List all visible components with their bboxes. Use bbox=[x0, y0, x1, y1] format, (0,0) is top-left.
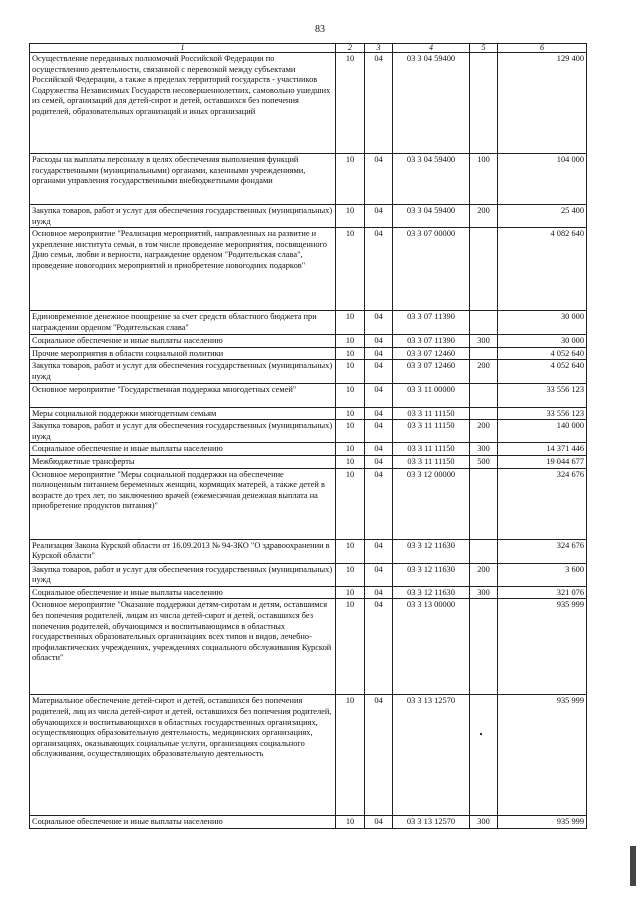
column-header: 6 bbox=[498, 44, 587, 53]
cell-pr: 04 bbox=[365, 228, 393, 311]
column-header: 1 bbox=[30, 44, 336, 53]
column-header: 4 bbox=[393, 44, 470, 53]
cell-pr: 04 bbox=[365, 695, 393, 816]
cell-sum: 324 676 bbox=[498, 539, 587, 563]
cell-vr bbox=[470, 228, 498, 311]
cell-pr: 04 bbox=[365, 816, 393, 829]
cell-csr: 03 3 07 00000 bbox=[393, 228, 470, 311]
cell-name: Основное мероприятие "Меры социальной поддержки на обеспечение полноценным питанием беременных женщин, кормящих матерей, а также детей в возрасте до трех лет, по заключению врачей (ежемесячная денежная выплата на приобретение продуктов питания)" bbox=[30, 468, 336, 539]
cell-rz: 10 bbox=[336, 468, 365, 539]
cell-vr bbox=[470, 53, 498, 154]
cell-name: Меры социальной поддержки многодетным семьям bbox=[30, 407, 336, 420]
table-row bbox=[30, 420, 587, 443]
table-row bbox=[30, 695, 587, 816]
cell-rz: 10 bbox=[336, 420, 365, 443]
cell-pr: 04 bbox=[365, 443, 393, 456]
cell-rz: 10 bbox=[336, 407, 365, 420]
cell-sum: 321 076 bbox=[498, 586, 587, 599]
table-row bbox=[30, 347, 587, 360]
cell-pr: 04 bbox=[365, 360, 393, 383]
cell-csr: 03 3 11 11150 bbox=[393, 455, 470, 468]
cell-vr bbox=[470, 347, 498, 360]
table-row bbox=[30, 53, 587, 154]
cell-name: Межбюджетные трансферты bbox=[30, 455, 336, 468]
column-header: 2 bbox=[336, 44, 365, 53]
cell-rz: 10 bbox=[336, 154, 365, 205]
cell-name: Основное мероприятие "Государственная поддержка многодетных семей" bbox=[30, 383, 336, 407]
table-row bbox=[30, 228, 587, 311]
cell-name: Единовременное денежное поощрение за счет средств областного бюджета при награждении орденом "Родительская слава" bbox=[30, 311, 336, 335]
cell-sum: 3 600 bbox=[498, 563, 587, 586]
cell-vr bbox=[470, 383, 498, 407]
cell-sum: 33 556 123 bbox=[498, 407, 587, 420]
cell-csr: 03 3 11 11150 bbox=[393, 420, 470, 443]
cell-name: Основное мероприятие "Реализация мероприятий, направленных на развитие и укрепление института семьи, в том числе проведение мероприятия, посвященного Дню семьи, любви и верности, награждение орденом "Родительская слава", проведение новогодних мероприятий и приобретение новогодних подарков" bbox=[30, 228, 336, 311]
cell-sum: 129 400 bbox=[498, 53, 587, 154]
cell-rz: 10 bbox=[336, 539, 365, 563]
cell-csr: 03 3 04 59400 bbox=[393, 154, 470, 205]
cell-sum: 14 371 446 bbox=[498, 443, 587, 456]
cell-csr: 03 3 12 11630 bbox=[393, 539, 470, 563]
table-row bbox=[30, 443, 587, 456]
scan-dot bbox=[480, 733, 482, 735]
cell-vr: 200 bbox=[470, 205, 498, 228]
table-row bbox=[30, 455, 587, 468]
table-row bbox=[30, 154, 587, 205]
table-row bbox=[30, 816, 587, 829]
table-row bbox=[30, 539, 587, 563]
cell-pr: 04 bbox=[365, 455, 393, 468]
cell-pr: 04 bbox=[365, 420, 393, 443]
cell-rz: 10 bbox=[336, 360, 365, 383]
cell-vr: 500 bbox=[470, 455, 498, 468]
cell-name: Расходы на выплаты персоналу в целях обеспечения выполнения функций государственными (муниципальными) органами, казенными учреждениями, органами управления государственными внебюджетными фондами bbox=[30, 154, 336, 205]
cell-vr: 300 bbox=[470, 586, 498, 599]
cell-vr bbox=[470, 407, 498, 420]
cell-rz: 10 bbox=[336, 816, 365, 829]
cell-csr: 03 3 07 12460 bbox=[393, 360, 470, 383]
cell-pr: 04 bbox=[365, 586, 393, 599]
table-body bbox=[30, 53, 587, 829]
cell-pr: 04 bbox=[365, 335, 393, 348]
cell-rz: 10 bbox=[336, 335, 365, 348]
cell-csr: 03 3 11 00000 bbox=[393, 383, 470, 407]
cell-sum: 4 052 640 bbox=[498, 360, 587, 383]
cell-sum: 324 676 bbox=[498, 468, 587, 539]
cell-csr: 03 3 12 00000 bbox=[393, 468, 470, 539]
cell-csr: 03 3 12 11630 bbox=[393, 586, 470, 599]
cell-pr: 04 bbox=[365, 347, 393, 360]
cell-csr: 03 3 07 12460 bbox=[393, 347, 470, 360]
cell-name: Социальное обеспечение и иные выплаты населению bbox=[30, 586, 336, 599]
scan-edge-mark bbox=[630, 846, 636, 886]
table-row bbox=[30, 205, 587, 228]
cell-pr: 04 bbox=[365, 539, 393, 563]
cell-pr: 04 bbox=[365, 599, 393, 695]
table-row bbox=[30, 360, 587, 383]
cell-vr: 300 bbox=[470, 816, 498, 829]
table-row bbox=[30, 407, 587, 420]
cell-name: Прочие мероприятия в области социальной политики bbox=[30, 347, 336, 360]
cell-name: Реализация Закона Курской области от 16.09.2013 № 94-ЗКО "О здравоохранении в Курской области" bbox=[30, 539, 336, 563]
cell-vr: 200 bbox=[470, 420, 498, 443]
cell-pr: 04 bbox=[365, 468, 393, 539]
table-row bbox=[30, 335, 587, 348]
cell-csr: 03 3 04 59400 bbox=[393, 205, 470, 228]
cell-name: Социальное обеспечение и иные выплаты населению bbox=[30, 816, 336, 829]
column-header: 5 bbox=[470, 44, 498, 53]
budget-table bbox=[29, 43, 587, 829]
cell-rz: 10 bbox=[336, 695, 365, 816]
cell-sum: 19 044 677 bbox=[498, 455, 587, 468]
cell-csr: 03 3 11 11150 bbox=[393, 443, 470, 456]
cell-pr: 04 bbox=[365, 154, 393, 205]
cell-vr: 200 bbox=[470, 360, 498, 383]
cell-vr: 100 bbox=[470, 154, 498, 205]
cell-name: Социальное обеспечение и иные выплаты населению bbox=[30, 443, 336, 456]
cell-vr bbox=[470, 695, 498, 816]
table-row bbox=[30, 599, 587, 695]
cell-sum: 33 556 123 bbox=[498, 383, 587, 407]
cell-pr: 04 bbox=[365, 383, 393, 407]
cell-rz: 10 bbox=[336, 563, 365, 586]
cell-rz: 10 bbox=[336, 53, 365, 154]
cell-name: Закупка товаров, работ и услуг для обеспечения государственных (муниципальных) нужд bbox=[30, 205, 336, 228]
cell-vr: 200 bbox=[470, 563, 498, 586]
cell-rz: 10 bbox=[336, 311, 365, 335]
cell-csr: 03 3 12 11630 bbox=[393, 563, 470, 586]
table-row bbox=[30, 563, 587, 586]
cell-pr: 04 bbox=[365, 563, 393, 586]
table-row bbox=[30, 586, 587, 599]
cell-rz: 10 bbox=[336, 455, 365, 468]
cell-rz: 10 bbox=[336, 205, 365, 228]
cell-rz: 10 bbox=[336, 383, 365, 407]
cell-vr bbox=[470, 468, 498, 539]
cell-csr: 03 3 07 11390 bbox=[393, 335, 470, 348]
cell-sum: 935 999 bbox=[498, 599, 587, 695]
cell-sum: 4 082 640 bbox=[498, 228, 587, 311]
header-row bbox=[30, 44, 587, 53]
cell-vr bbox=[470, 539, 498, 563]
cell-pr: 04 bbox=[365, 407, 393, 420]
cell-sum: 935 999 bbox=[498, 816, 587, 829]
cell-rz: 10 bbox=[336, 443, 365, 456]
cell-vr: 300 bbox=[470, 335, 498, 348]
cell-pr: 04 bbox=[365, 205, 393, 228]
cell-sum: 4 052 640 bbox=[498, 347, 587, 360]
cell-name: Закупка товаров, работ и услуг для обеспечения государственных (муниципальных) нужд bbox=[30, 360, 336, 383]
cell-csr: 03 3 13 12570 bbox=[393, 816, 470, 829]
cell-pr: 04 bbox=[365, 53, 393, 154]
cell-name: Материальное обеспечение детей-сирот и детей, оставшихся без попечения родителей, лиц из числа детей-сирот и детей, оставшихся без попечения родителей, обучающихся и воспитывающихся в областных государственных организациях, осуществляющих образовательную деятельность, медицинских организациях, организациях, оказывающих социальные услуги, организациях социального обслуживания, осуществляющих образовательную деятельность bbox=[30, 695, 336, 816]
cell-sum: 25 400 bbox=[498, 205, 587, 228]
cell-vr bbox=[470, 599, 498, 695]
table-row bbox=[30, 311, 587, 335]
cell-sum: 104 000 bbox=[498, 154, 587, 205]
cell-vr bbox=[470, 311, 498, 335]
cell-rz: 10 bbox=[336, 599, 365, 695]
cell-csr: 03 3 07 11390 bbox=[393, 311, 470, 335]
cell-csr: 03 3 11 11150 bbox=[393, 407, 470, 420]
cell-sum: 140 000 bbox=[498, 420, 587, 443]
cell-sum: 30 000 bbox=[498, 335, 587, 348]
cell-sum: 935 999 bbox=[498, 695, 587, 816]
cell-name: Закупка товаров, работ и услуг для обеспечения государственных (муниципальных) нужд bbox=[30, 420, 336, 443]
cell-rz: 10 bbox=[336, 586, 365, 599]
cell-pr: 04 bbox=[365, 311, 393, 335]
column-header: 3 bbox=[365, 44, 393, 53]
cell-csr: 03 3 13 12570 bbox=[393, 695, 470, 816]
table-row bbox=[30, 383, 587, 407]
cell-rz: 10 bbox=[336, 228, 365, 311]
cell-name: Основное мероприятие "Оказание поддержки детям-сиротам и детям, оставшимся без попечения родителей, лицам из числа детей-сирот и детей, оставшихся без попечения родителей, обучающимся и воспитывающимся в областных государственных образовательных организациях всех типов и видов, лечебно-профилактических учреждениях, учреждениях социального обслуживания Курской области" bbox=[30, 599, 336, 695]
page-number: 83 bbox=[315, 24, 325, 35]
table-row bbox=[30, 468, 587, 539]
cell-rz: 10 bbox=[336, 347, 365, 360]
cell-csr: 03 3 13 00000 bbox=[393, 599, 470, 695]
cell-name: Социальное обеспечение и иные выплаты населению bbox=[30, 335, 336, 348]
cell-vr: 300 bbox=[470, 443, 498, 456]
cell-sum: 30 000 bbox=[498, 311, 587, 335]
cell-name: Закупка товаров, работ и услуг для обеспечения государственных (муниципальных) нужд bbox=[30, 563, 336, 586]
cell-csr: 03 3 04 59400 bbox=[393, 53, 470, 154]
cell-name: Осуществление переданных полномочий Российской Федерации по осуществлению деятельности, связанной с перевозкой между субъектами Российской Федерации, а также в пределах территорий государств - участников Содружества Независимых Государств несовершеннолетних, самовольно ушедших из семей, организаций для детей-сирот и детей, оставшихся без попечения родителей, образовательных организаций и иных организаций bbox=[30, 53, 336, 154]
